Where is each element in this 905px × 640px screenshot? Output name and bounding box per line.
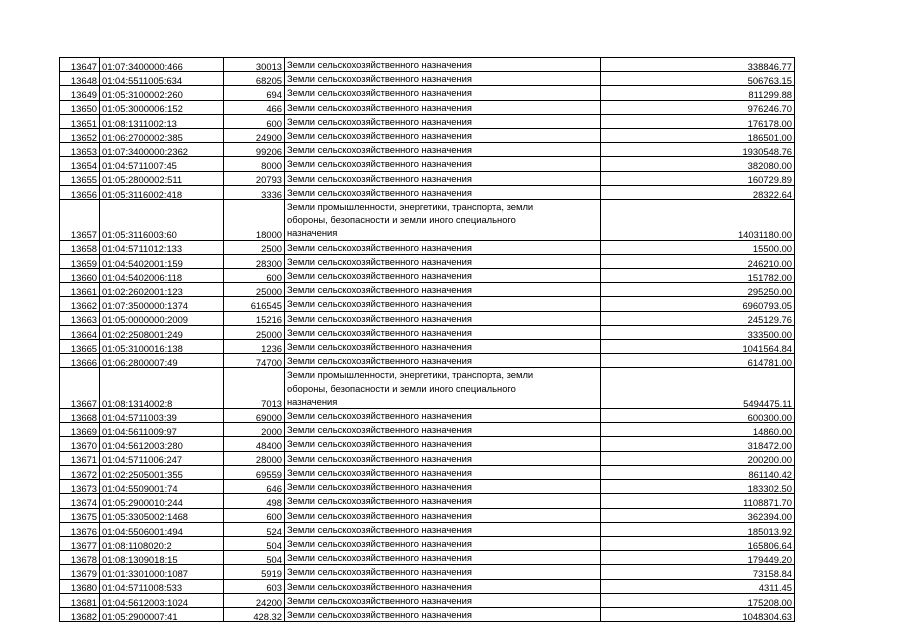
- cell-cadastral-value: 1041564.84: [601, 340, 795, 354]
- cell-row-number: 13669: [60, 423, 100, 437]
- cell-area: 24200: [224, 593, 285, 607]
- table-row: [60, 340, 795, 354]
- table-row: [60, 86, 795, 100]
- cell-cadastral-number: 01:05:3116003:60: [100, 200, 224, 241]
- cell-land-category: Земли сельскохозяйственного назначения: [285, 508, 601, 522]
- cell-area: 3336: [224, 185, 285, 199]
- cell-cadastral-value: 200200.00: [601, 451, 795, 465]
- cell-cadastral-value: 600300.00: [601, 409, 795, 423]
- cell-row-number: 13680: [60, 579, 100, 593]
- cell-cadastral-number: 01:04:5711012:133: [100, 240, 224, 254]
- table-row: [60, 480, 795, 494]
- cell-cadastral-value: 183302.50: [601, 480, 795, 494]
- table-row: [60, 423, 795, 437]
- cell-land-category: Земли сельскохозяйственного назначения: [285, 185, 601, 199]
- cell-land-category: Земли сельскохозяйственного назначения: [285, 465, 601, 479]
- cell-land-category: Земли сельскохозяйственного назначения: [285, 340, 601, 354]
- cell-cadastral-number: 01:04:5612003:280: [100, 437, 224, 451]
- cell-cadastral-number: 01:04:5711003:39: [100, 409, 224, 423]
- cell-row-number: 13681: [60, 593, 100, 607]
- cell-row-number: 13679: [60, 565, 100, 579]
- cell-cadastral-number: 01:05:3000006:152: [100, 100, 224, 114]
- cell-cadastral-number: 01:01:3301000:1087: [100, 565, 224, 579]
- cell-cadastral-number: 01:02:2505001:355: [100, 465, 224, 479]
- cell-area: 466: [224, 100, 285, 114]
- table-row: [60, 368, 795, 409]
- table-row: [60, 129, 795, 143]
- cell-area: 524: [224, 522, 285, 536]
- cell-cadastral-number: 01:02:2602001:123: [100, 283, 224, 297]
- cell-cadastral-value: 318472.00: [601, 437, 795, 451]
- cell-row-number: 13655: [60, 171, 100, 185]
- cell-area: 30013: [224, 58, 285, 72]
- cell-cadastral-number: 01:06:2800007:49: [100, 354, 224, 368]
- document-sheet: [59, 57, 794, 622]
- cell-row-number: 13670: [60, 437, 100, 451]
- cell-row-number: 13654: [60, 157, 100, 171]
- cell-cadastral-value: 185013.92: [601, 522, 795, 536]
- cell-land-category: Земли сельскохозяйственного назначения: [285, 283, 601, 297]
- cell-row-number: 13682: [60, 607, 100, 621]
- table-row: [60, 565, 795, 579]
- cell-cadastral-number: 01:07:3400000:2362: [100, 143, 224, 157]
- table-row: [60, 494, 795, 508]
- cell-cadastral-number: 01:04:5711008:533: [100, 579, 224, 593]
- cell-row-number: 13648: [60, 72, 100, 86]
- cell-cadastral-number: 01:05:0000000:2009: [100, 311, 224, 325]
- cell-cadastral-number: 01:02:2508001:249: [100, 325, 224, 339]
- table-body: [60, 58, 795, 622]
- cell-area: 25000: [224, 325, 285, 339]
- cell-cadastral-value: 176178.00: [601, 114, 795, 128]
- cell-area: 69000: [224, 409, 285, 423]
- table-row: [60, 72, 795, 86]
- cell-land-category: Земли сельскохозяйственного назначения: [285, 325, 601, 339]
- cell-row-number: 13664: [60, 325, 100, 339]
- cell-land-category: Земли сельскохозяйственного назначения: [285, 480, 601, 494]
- cell-cadastral-number: 01:05:3116002:418: [100, 185, 224, 199]
- cell-row-number: 13666: [60, 354, 100, 368]
- cell-area: 18000: [224, 200, 285, 241]
- cell-land-category: Земли сельскохозяйственного назначения: [285, 311, 601, 325]
- cell-land-category: Земли сельскохозяйственного назначения: [285, 114, 601, 128]
- cell-cadastral-value: 295250.00: [601, 283, 795, 297]
- cell-cadastral-value: 14860.00: [601, 423, 795, 437]
- table-row: [60, 508, 795, 522]
- cell-row-number: 13676: [60, 522, 100, 536]
- cell-cadastral-value: 1048304.63: [601, 607, 795, 621]
- cell-cadastral-value: 333500.00: [601, 325, 795, 339]
- cell-area: 504: [224, 536, 285, 550]
- table-row: [60, 311, 795, 325]
- cell-cadastral-number: 01:08:1309018:15: [100, 551, 224, 565]
- cell-land-category: Земли промышленности, энергетики, транспорта, земли обороны, безопасности и земли иного специального назначения: [285, 200, 601, 241]
- table-row: [60, 607, 795, 621]
- cell-cadastral-value: 4311.45: [601, 579, 795, 593]
- table-row: [60, 58, 795, 72]
- cell-cadastral-number: 01:04:5612003:1024: [100, 593, 224, 607]
- cell-row-number: 13671: [60, 451, 100, 465]
- cell-cadastral-number: 01:07:3500000:1374: [100, 297, 224, 311]
- table-row: [60, 185, 795, 199]
- table-row: [60, 283, 795, 297]
- cell-cadastral-value: 338846.77: [601, 58, 795, 72]
- cell-cadastral-value: 1930548.76: [601, 143, 795, 157]
- cell-land-category: Земли сельскохозяйственного назначения: [285, 437, 601, 451]
- cell-cadastral-value: 165806.64: [601, 536, 795, 550]
- cell-row-number: 13647: [60, 58, 100, 72]
- cell-land-category: Земли сельскохозяйственного назначения: [285, 269, 601, 283]
- cell-row-number: 13660: [60, 269, 100, 283]
- cell-row-number: 13673: [60, 480, 100, 494]
- cell-area: 28300: [224, 254, 285, 268]
- cell-row-number: 13667: [60, 368, 100, 409]
- table-row: [60, 114, 795, 128]
- table-row: [60, 157, 795, 171]
- cell-area: 616545: [224, 297, 285, 311]
- cell-cadastral-value: 5494475.11: [601, 368, 795, 409]
- cell-land-category: Земли сельскохозяйственного назначения: [285, 579, 601, 593]
- cell-land-category: Земли сельскохозяйственного назначения: [285, 129, 601, 143]
- table-row: [60, 100, 795, 114]
- cell-row-number: 13665: [60, 340, 100, 354]
- cell-cadastral-value: 15500.00: [601, 240, 795, 254]
- table-row: [60, 240, 795, 254]
- cell-row-number: 13658: [60, 240, 100, 254]
- cell-land-category: Земли сельскохозяйственного назначения: [285, 143, 601, 157]
- cell-cadastral-value: 382080.00: [601, 157, 795, 171]
- cell-cadastral-number: 01:04:5711007:45: [100, 157, 224, 171]
- cell-area: 7013: [224, 368, 285, 409]
- cell-cadastral-value: 73158.84: [601, 565, 795, 579]
- cell-area: 68205: [224, 72, 285, 86]
- table-row: [60, 297, 795, 311]
- cell-cadastral-value: 1108871.70: [601, 494, 795, 508]
- cell-land-category: Земли сельскохозяйственного назначения: [285, 494, 601, 508]
- cell-cadastral-number: 01:07:3400000:466: [100, 58, 224, 72]
- table-row: [60, 579, 795, 593]
- cell-area: 20793: [224, 171, 285, 185]
- table-row: [60, 354, 795, 368]
- cell-cadastral-value: 506763.15: [601, 72, 795, 86]
- cell-land-category: Земли сельскохозяйственного назначения: [285, 72, 601, 86]
- cell-cadastral-value: 175208.00: [601, 593, 795, 607]
- cell-land-category: Земли сельскохозяйственного назначения: [285, 100, 601, 114]
- cell-cadastral-number: 01:04:5511005:634: [100, 72, 224, 86]
- cell-area: 600: [224, 508, 285, 522]
- cell-cadastral-number: 01:05:2900007:41: [100, 607, 224, 621]
- cell-area: 498: [224, 494, 285, 508]
- cell-area: 694: [224, 86, 285, 100]
- cell-cadastral-number: 01:05:2800002:511: [100, 171, 224, 185]
- cell-land-category: Земли сельскохозяйственного назначения: [285, 240, 601, 254]
- cell-area: 25000: [224, 283, 285, 297]
- table-row: [60, 254, 795, 268]
- cell-area: 504: [224, 551, 285, 565]
- cell-cadastral-number: 01:05:3100016:138: [100, 340, 224, 354]
- cell-cadastral-number: 01:08:1311002:13: [100, 114, 224, 128]
- cell-area: 600: [224, 114, 285, 128]
- cell-cadastral-value: 179449.20: [601, 551, 795, 565]
- cell-cadastral-value: 14031180.00: [601, 200, 795, 241]
- cell-area: 603: [224, 579, 285, 593]
- cell-row-number: 13668: [60, 409, 100, 423]
- cell-cadastral-value: 362394.00: [601, 508, 795, 522]
- cell-cadastral-number: 01:05:3100002:260: [100, 86, 224, 100]
- cell-land-category: Земли сельскохозяйственного назначения: [285, 423, 601, 437]
- cell-row-number: 13651: [60, 114, 100, 128]
- cell-row-number: 13661: [60, 283, 100, 297]
- table-row: [60, 451, 795, 465]
- cell-cadastral-number: 01:08:1314002:8: [100, 368, 224, 409]
- table-row: [60, 551, 795, 565]
- table-row: [60, 143, 795, 157]
- cell-row-number: 13663: [60, 311, 100, 325]
- cell-area: 24900: [224, 129, 285, 143]
- table-row: [60, 409, 795, 423]
- cell-land-category: Земли сельскохозяйственного назначения: [285, 607, 601, 621]
- cell-land-category: Земли сельскохозяйственного назначения: [285, 551, 601, 565]
- cell-cadastral-number: 01:04:5402001:159: [100, 254, 224, 268]
- cell-row-number: 13650: [60, 100, 100, 114]
- cell-land-category: Земли сельскохозяйственного назначения: [285, 593, 601, 607]
- cell-area: 8000: [224, 157, 285, 171]
- cell-cadastral-number: 01:04:5506001:494: [100, 522, 224, 536]
- cell-cadastral-number: 01:06:2700002:385: [100, 129, 224, 143]
- cell-area: 74700: [224, 354, 285, 368]
- cell-cadastral-value: 28322.64: [601, 185, 795, 199]
- cell-row-number: 13652: [60, 129, 100, 143]
- cell-cadastral-value: 6960793.05: [601, 297, 795, 311]
- table-row: [60, 593, 795, 607]
- cell-area: 28000: [224, 451, 285, 465]
- cell-land-category: Земли сельскохозяйственного назначения: [285, 297, 601, 311]
- cell-land-category: Земли сельскохозяйственного назначения: [285, 565, 601, 579]
- cell-area: 69559: [224, 465, 285, 479]
- cell-area: 600: [224, 269, 285, 283]
- cell-row-number: 13662: [60, 297, 100, 311]
- cell-cadastral-value: 186501.00: [601, 129, 795, 143]
- cell-row-number: 13674: [60, 494, 100, 508]
- cell-land-category: Земли промышленности, энергетики, транспорта, земли обороны, безопасности и земли иного специального назначения: [285, 368, 601, 409]
- cell-cadastral-value: 976246.70: [601, 100, 795, 114]
- cell-area: 646: [224, 480, 285, 494]
- cell-land-category: Земли сельскохозяйственного назначения: [285, 451, 601, 465]
- cell-land-category: Земли сельскохозяйственного назначения: [285, 171, 601, 185]
- cell-row-number: 13659: [60, 254, 100, 268]
- table-row: [60, 171, 795, 185]
- cell-row-number: 13649: [60, 86, 100, 100]
- cell-cadastral-value: 245129.76: [601, 311, 795, 325]
- table-row: [60, 536, 795, 550]
- cell-row-number: 13672: [60, 465, 100, 479]
- cell-cadastral-number: 01:05:3305002:1468: [100, 508, 224, 522]
- cell-cadastral-value: 811299.88: [601, 86, 795, 100]
- cell-row-number: 13675: [60, 508, 100, 522]
- cell-land-category: Земли сельскохозяйственного назначения: [285, 86, 601, 100]
- cell-area: 5919: [224, 565, 285, 579]
- table-row: [60, 465, 795, 479]
- table-row: [60, 200, 795, 241]
- cell-area: 1236: [224, 340, 285, 354]
- cell-land-category: Земли сельскохозяйственного назначения: [285, 254, 601, 268]
- cell-cadastral-value: 246210.00: [601, 254, 795, 268]
- cell-cadastral-value: 151782.00: [601, 269, 795, 283]
- cell-cadastral-number: 01:04:5509001:74: [100, 480, 224, 494]
- cell-cadastral-number: 01:04:5611009:97: [100, 423, 224, 437]
- cell-area: 99206: [224, 143, 285, 157]
- cell-land-category: Земли сельскохозяйственного назначения: [285, 536, 601, 550]
- table-row: [60, 437, 795, 451]
- table-row: [60, 325, 795, 339]
- cell-cadastral-value: 861140.42: [601, 465, 795, 479]
- cell-cadastral-value: 160729.89: [601, 171, 795, 185]
- cell-area: 2000: [224, 423, 285, 437]
- cell-row-number: 13677: [60, 536, 100, 550]
- cell-land-category: Земли сельскохозяйственного назначения: [285, 157, 601, 171]
- cell-cadastral-number: 01:05:2900010:244: [100, 494, 224, 508]
- cell-row-number: 13678: [60, 551, 100, 565]
- cell-cadastral-number: 01:04:5711006:247: [100, 451, 224, 465]
- cell-land-category: Земли сельскохозяйственного назначения: [285, 58, 601, 72]
- cell-land-category: Земли сельскохозяйственного назначения: [285, 522, 601, 536]
- table-row: [60, 269, 795, 283]
- cell-row-number: 13656: [60, 185, 100, 199]
- cell-land-category: Земли сельскохозяйственного назначения: [285, 354, 601, 368]
- cell-area: 48400: [224, 437, 285, 451]
- cell-cadastral-number: 01:04:5402006:118: [100, 269, 224, 283]
- cell-area: 428.32: [224, 607, 285, 621]
- cell-area: 15216: [224, 311, 285, 325]
- land-plot-table: [59, 57, 795, 622]
- cell-row-number: 13657: [60, 200, 100, 241]
- table-row: [60, 522, 795, 536]
- cell-cadastral-value: 614781.00: [601, 354, 795, 368]
- cell-land-category: Земли сельскохозяйственного назначения: [285, 409, 601, 423]
- cell-row-number: 13653: [60, 143, 100, 157]
- cell-cadastral-number: 01:08:1108020:2: [100, 536, 224, 550]
- cell-area: 2500: [224, 240, 285, 254]
